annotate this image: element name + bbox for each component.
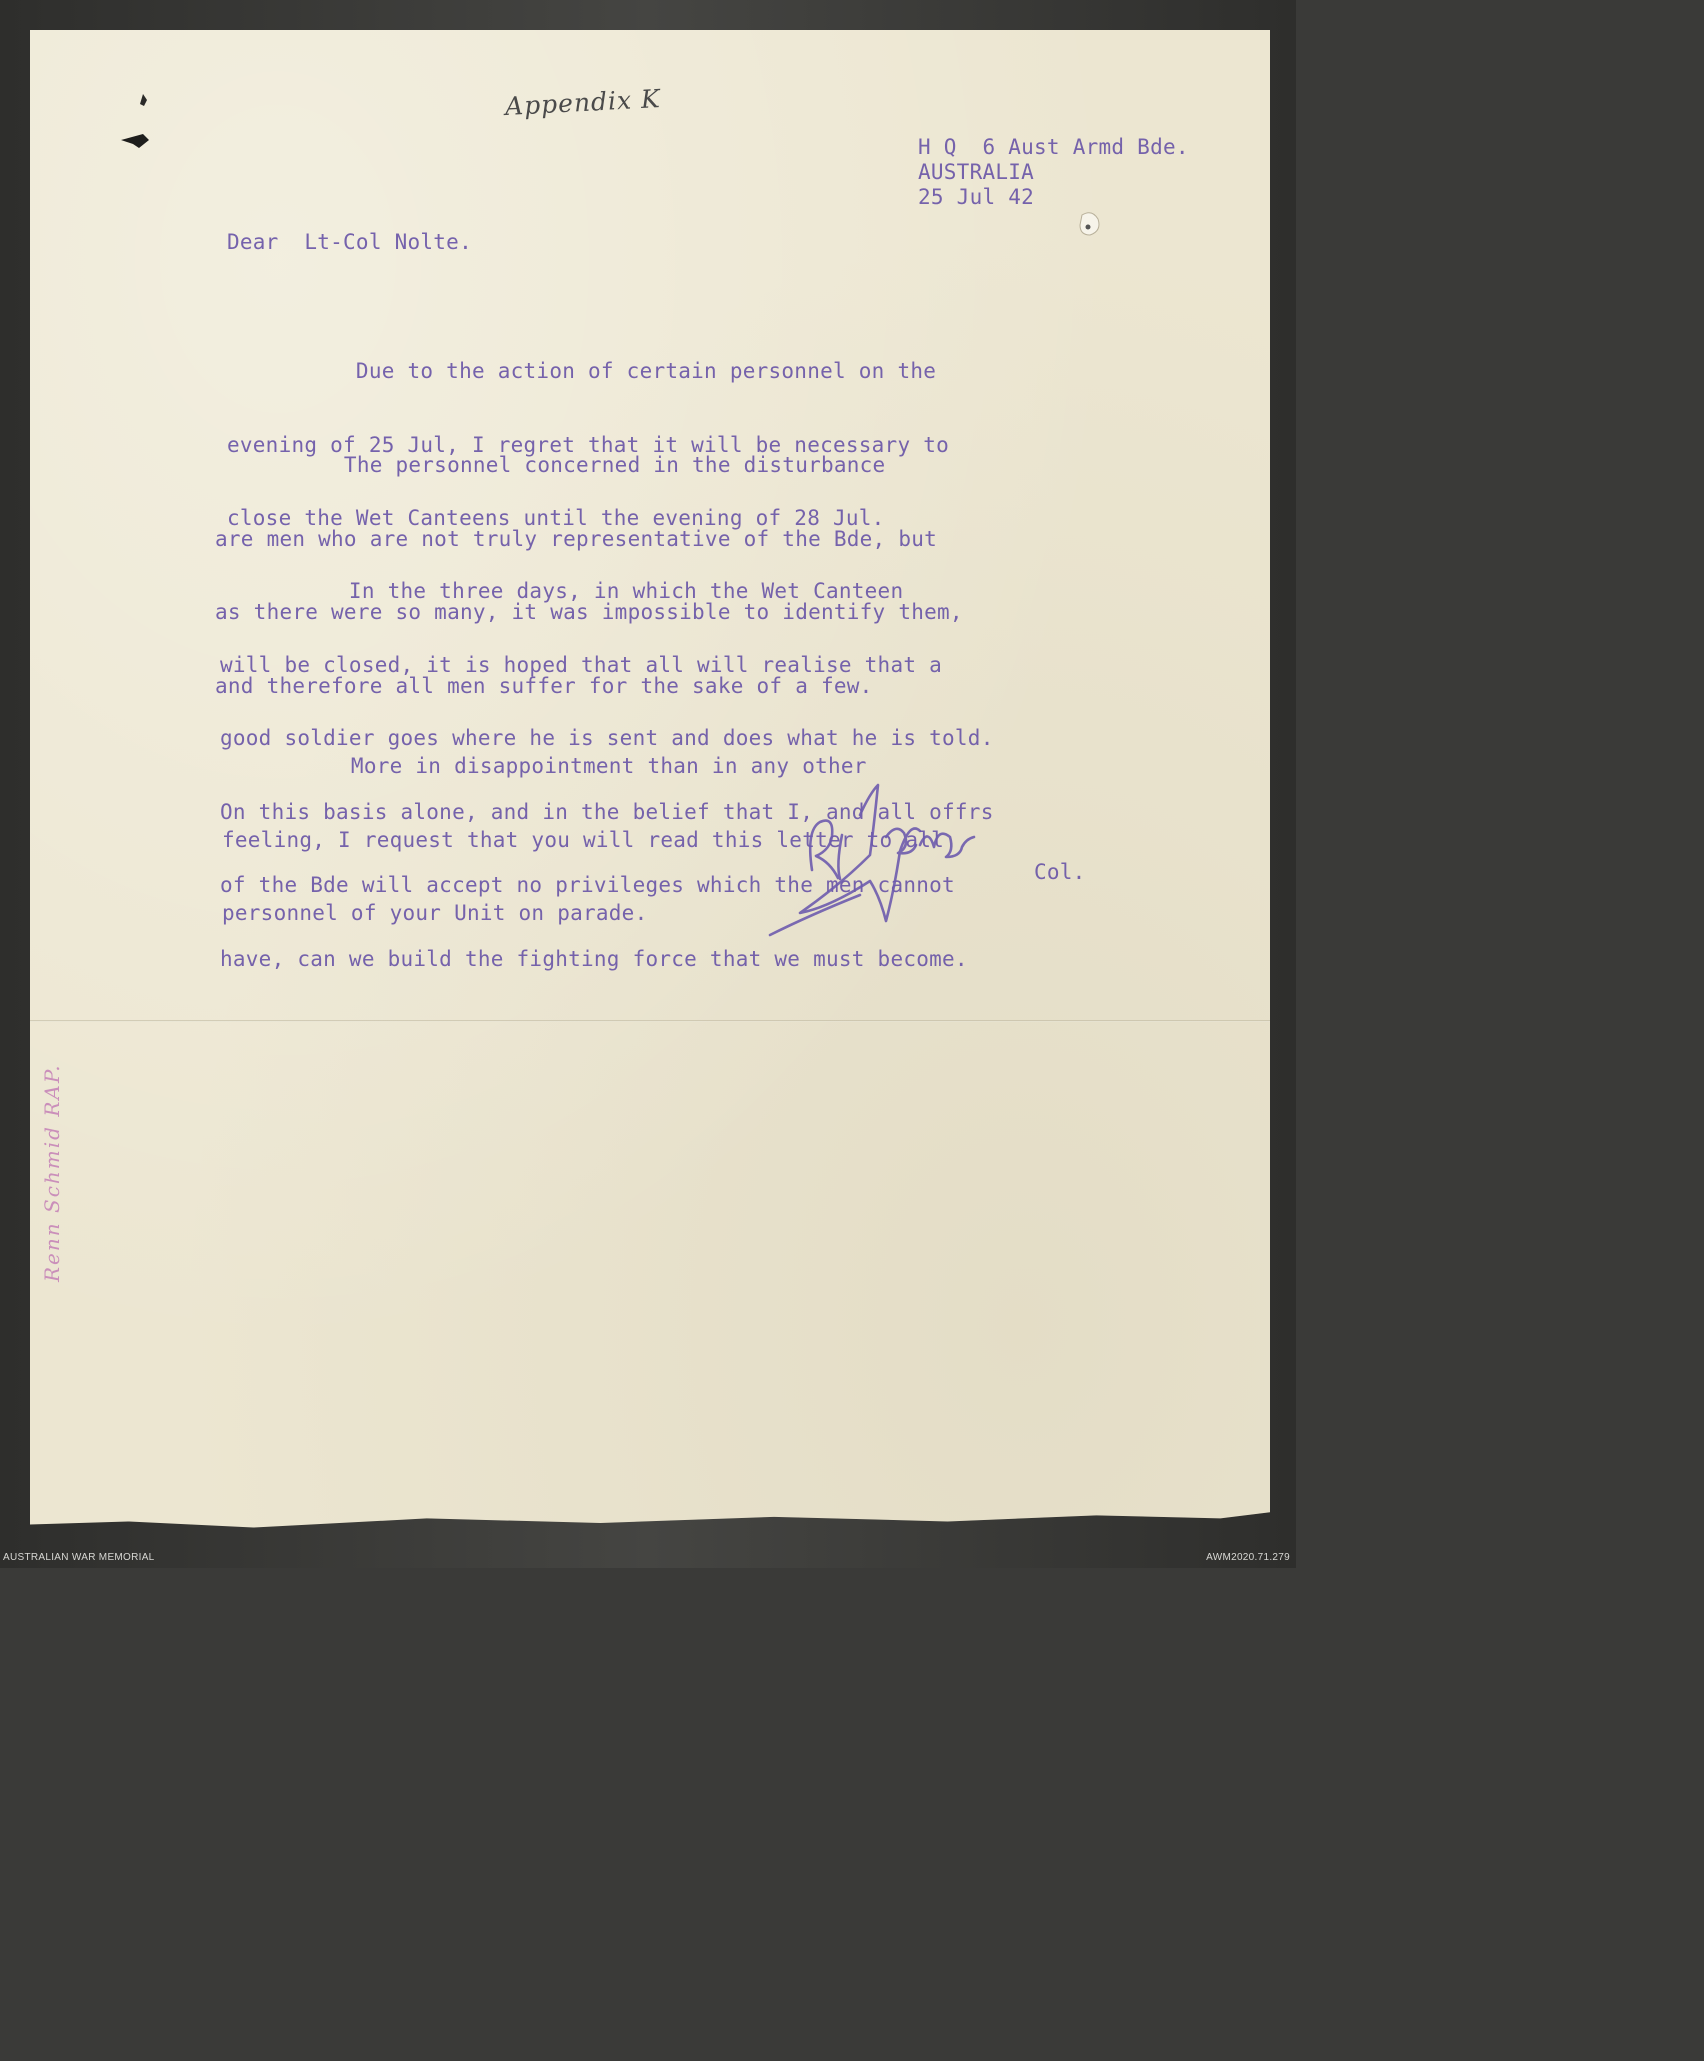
paragraph-3-line: On this basis alone, and in the belief that I, and all offrs — [220, 799, 994, 824]
paragraph-4-line: More in disappointment than in any other — [222, 754, 867, 778]
paragraph-3-line: good soldier goes where he is sent and does what he is told. — [220, 726, 994, 750]
letterhead-unit: H Q 6 Aust Armd Bde. — [918, 135, 1189, 159]
paragraph-3-line: of the Bde will accept no privileges which the men cannot — [220, 873, 955, 897]
salutation: Dear Lt-Col Nolte. — [227, 230, 472, 254]
footer-institution: AUSTRALIAN WAR MEMORIAL — [3, 1552, 155, 1563]
paragraph-2-line: and therefore all men suffer for the sake of a few. — [215, 673, 873, 698]
paragraph-4-line: feeling, I request that you will read this letter to all — [222, 827, 945, 852]
punch-hole-top — [140, 94, 147, 106]
pin-tear-mark — [1068, 205, 1108, 245]
paragraph-1-line: evening of 25 Jul, I regret that it will be necessary to — [227, 432, 950, 457]
paragraph-3-line: In the three days, in which the Wet Canteen — [220, 579, 904, 603]
letterhead-location: AUSTRALIA — [918, 160, 1035, 184]
paragraph-1-line: close the Wet Canteens until the evening of 28 Jul. — [227, 506, 885, 530]
signatory-rank: Col. — [1034, 860, 1086, 884]
paragraph-3-line: will be closed, it is hoped that all will realise that a — [220, 652, 943, 677]
signature-image — [760, 775, 1050, 945]
paragraph-2-line: are men who are not truly representative of the Bde, but — [215, 526, 938, 551]
punch-hole-bottom — [121, 134, 149, 148]
footer-reference: AWM2020.71.279 — [1206, 1552, 1290, 1563]
paragraph-2-line: The personnel concerned in the disturbance — [215, 453, 886, 477]
fold-crease — [30, 1020, 1270, 1022]
punch-hole-mark — [115, 88, 165, 158]
paragraph-4-line: personnel of your Unit on parade. — [222, 901, 648, 925]
paragraph-1-line: Due to the action of certain personnel on the — [227, 359, 937, 383]
paragraph-2-line: as there were so many, it was impossible to identify them, — [215, 600, 963, 624]
appendix-annotation: Appendix K — [504, 83, 662, 122]
letterhead-date: 25 Jul 42 — [918, 185, 1035, 209]
margin-note: Renn Schmid RAP. — [40, 1063, 64, 1282]
paragraph-3-line: have, can we build the fighting force that we must become. — [220, 946, 968, 971]
